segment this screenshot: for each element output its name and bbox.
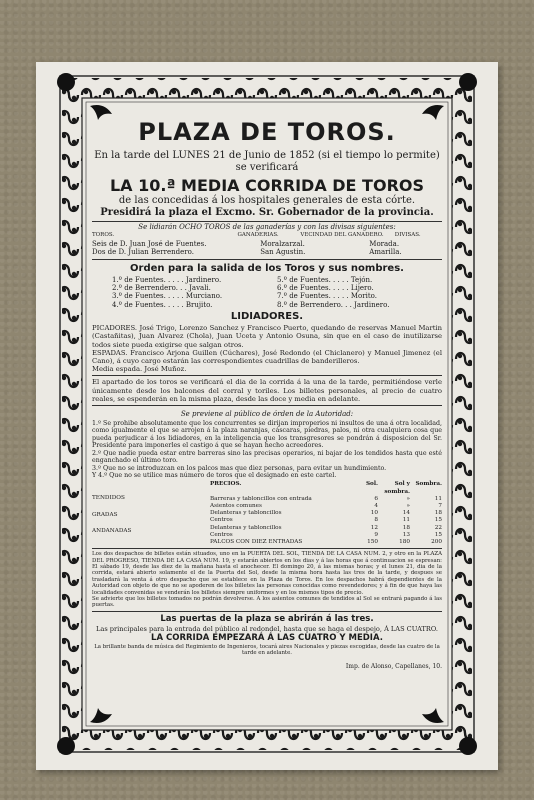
divider [92, 611, 442, 612]
ganaderias-header [92, 231, 442, 239]
precios-groups [92, 481, 210, 546]
price-label: Delanteras y tabloncillos [210, 510, 282, 517]
orden-item: 3.º de Fuentes. . . . . Murciano. [112, 292, 223, 301]
price-value: 9 [374, 531, 378, 538]
price-label: Barreras y tabloncillos con entrada [210, 495, 312, 502]
media-espada-text: Media espada. José Muñoz. [92, 365, 187, 374]
price-row [210, 539, 442, 546]
price-value: 7 [438, 502, 442, 509]
orden-item: 4.º de Fuentes. . . . . Brujito. [112, 300, 213, 309]
precios-title: PRECIOS. [210, 481, 242, 488]
price-value: 8 [374, 517, 378, 524]
subtitle-hospitales: de las concedidas á los hospitales generales de esta córte. [118, 195, 416, 206]
lidiadores-title: LIDIADORES. [230, 311, 304, 323]
price-value: 18 [402, 524, 410, 531]
empezara-text: LA CORRIDA EMPEZARÁ Á LAS CUATRO Y MEDIA. [151, 632, 383, 643]
ganaderia-row [92, 240, 442, 248]
price-value: 15 [434, 517, 442, 524]
precios-values [210, 481, 442, 546]
orden-item: 6.º de Fuentes. . . . . Lijero. [277, 284, 374, 293]
ganaderia-name: Dos de D. Julian Berrendero. [92, 248, 194, 257]
price-value: 4 [374, 502, 378, 509]
price-value: 180 [399, 538, 410, 545]
col-divisas: DIVISAS. [394, 232, 421, 239]
ganaderia-row [92, 248, 442, 256]
price-value: 18 [434, 510, 442, 517]
price-row [210, 525, 442, 532]
poster-sheet [36, 62, 498, 770]
orden-title: Orden para la salida de los Toros y sus nombres. [130, 262, 404, 274]
orden-item: 2.º de Berrendero. . . Javali. [112, 284, 211, 293]
rule-1: 1.º Se prohibe absolutamente que los concurrentes se dirijan improperios ni insultos de una á otra localidad, como igualmente el que se arrojen á la plaza naranjas, cáscaras, piedras, palos, ni otra cualquiera cosa que pueda perjudicar á los lidiadores, en la inteligencia que los transgresores se pondrán á disposicion del Sr. Presidente para imponerles el castigo á que se hayan hecho acreedores. [92, 420, 442, 450]
group-tendidos: TENDIDOS [92, 495, 125, 502]
precios-table [92, 481, 442, 546]
price-label: Centros [210, 531, 233, 538]
ganaderia-vecindad: San Agustin. [260, 248, 306, 257]
imprenta-text: Imp. de Alonso, Capellanes, 10. [345, 662, 442, 670]
intro-text: En la tarde del LUNES 21 de Junio de 1852 (si el tiempo lo permite) se verificará [94, 150, 440, 173]
puertas-text: Las puertas de la plaza se abrirán á las tres. [160, 613, 374, 624]
price-row [210, 503, 442, 510]
despacho-text: Los dos despachos de billetes están situados, uno en la PUERTA DEL SOL, TIENDA DE LA CASA NUM. 2, y otro en la PLAZA DEL PROGRESO, TIENDA DE LA CASA NUM. 19, y estarán abiertos en los dias y á las horas que á continuacion se espresan: El sábado 19, desde las diez de la mañana hasta el anochecer. El domingo 20, á las mismas horas; y el lunes 21, dia de la corrida, estará abierto solamente el de la Puerta del Sol, desde la misma hora hasta las tres de la tarde, y despues se trasladará la venta á otro despacho que se establece en la Plaza de Toros. En los despachos habrá dependientes de la Autoridad con objeto de que no se apoderen de los billetes las personas conocidas como revendedores; y á fin de que haya las localidades convenidas se venderán los billetes siempre uniformes y en los mismos tipos de precio. [92, 551, 442, 596]
price-row [210, 496, 442, 503]
price-col-sol-sombra: Sol y sombra. [384, 481, 410, 495]
orden-item: 8.º de Berrendero. . . Jardinero. [277, 300, 390, 309]
price-value: 11 [402, 517, 410, 524]
price-value: 15 [434, 531, 442, 538]
col-vecindad: VECINDAD DEL GANADERO. [300, 232, 384, 239]
col-ganaderias: GANADERIAS. [237, 232, 279, 239]
price-row [210, 510, 442, 517]
orden-item: 5.º de Fuentes. . . . . Tejón. [277, 275, 373, 284]
lidiaran-text: Se lidiarán OCHO TOROS de las ganaderías y con las divisas siguientes: [138, 223, 396, 231]
ganaderia-name: Seis de D. Juan José de Fuentes. [92, 239, 207, 248]
orden-list [92, 276, 442, 310]
price-label: Centros [210, 517, 233, 524]
price-value: 14 [402, 510, 410, 517]
price-value: » [406, 495, 410, 502]
ganaderia-vecindad: Moralzarzal. [260, 239, 305, 248]
price-value: » [406, 502, 410, 509]
price-value: 11 [434, 495, 442, 502]
price-value: 13 [402, 531, 410, 538]
principales-text: Las principales para la entrada del público al redondel, hasta que se haga el despejo, Á LAS CUATRO. [96, 624, 438, 633]
orden-item: 1.º de Fuentes. . . . . Jardinero. [112, 275, 222, 284]
price-value: 200 [431, 538, 442, 545]
ganaderia-divisa: Amarilla. [369, 248, 402, 257]
apartado-text: El apartado de los toros se verificará el dia de la corrida á la una de la tarde, permitiéndose verle únicamente desde los balcones del corral y toriles. Los billetes personales, al precio de cuatro reales, se espenderán en la misma plaza, desde las doce y media en adelante. [92, 378, 442, 403]
price-col-sombra: Sombra. [415, 481, 442, 488]
price-row [210, 517, 442, 524]
rule-2: 2.º Que nadie pueda estar entre barreras sino las precisas operarios, ni bajar de los tendidos hasta que esté enganchado el último toro. [92, 449, 442, 465]
subtitle-presidira: Presidirá la plaza el Excmo. Sr. Gobernador de la provincia. [100, 207, 434, 218]
headline: LA 10.ª MEDIA CORRIDA DE TOROS [109, 176, 425, 195]
advierte-text: Se advierte que los billetes tomados no podrán devolverse. A los asientos comunes de tendidos al Sol se entrará pagando á las puertas. [92, 596, 442, 609]
previene-text: Se previene al público de órden de la Autoridad: [180, 410, 354, 419]
rule-3: 3.º Que no se introduzcan en los palcos mas que diez personas, para evitar un hundimiento. [92, 464, 387, 472]
poster-title: PLAZA DE TOROS. [138, 118, 396, 146]
divider [92, 375, 442, 376]
divider [92, 221, 442, 222]
divider [92, 548, 442, 549]
price-value: 10 [370, 510, 378, 517]
banda-text: La brillante banda de música del Regimiento de Ingenieros, tocará aires Nacionales y piezas escogidas, desde las cuatro de la tarde en adelante. [94, 643, 440, 657]
ganaderia-divisa: Morada. [369, 239, 400, 248]
divider [92, 405, 442, 406]
precios-header [210, 481, 442, 495]
price-value: 6 [374, 495, 378, 502]
rule-4: Y 4.º Que no se utilice mas número de toros que el designado en este cartel. [92, 471, 337, 479]
price-value: 12 [370, 524, 378, 531]
price-col-sol: Sol. [365, 481, 378, 488]
price-value: 22 [434, 524, 442, 531]
orden-item: 7.º de Fuentes. . . . . Morito. [277, 292, 377, 301]
price-label: PALCOS CON DIEZ ENTRADAS [210, 538, 303, 545]
price-label: Asientos comunes [210, 502, 262, 509]
col-toros: TOROS. [92, 232, 115, 239]
group-gradas: GRADAS [92, 511, 118, 518]
picadores-text: PICADORES. José Trigo, Lorenzo Sanchez y Francisco Puerto, quedando de reservas Manuel Martin (Castañitas), Juan Alvarez (Chola), Juan Uceta y Antonio Osuna, sin que en el caso de inutilizarse todos siete pueda exigirse que salgan otros. [92, 324, 442, 349]
price-row [210, 532, 442, 539]
price-value: 150 [367, 538, 378, 545]
divider [92, 259, 442, 260]
espadas-text: ESPADAS. Francisco Arjona Guillen (Cúchares), José Redondo (el Chiclanero) y Manuel Jimenez (el Cano), á cuyo cargo estarán las correspondientes cuadrillas de banderilleros. [92, 348, 442, 366]
price-label: Delanteras y tabloncillos [210, 524, 282, 531]
poster-content [92, 110, 442, 670]
group-andanadas: ANDANADAS [92, 527, 132, 534]
